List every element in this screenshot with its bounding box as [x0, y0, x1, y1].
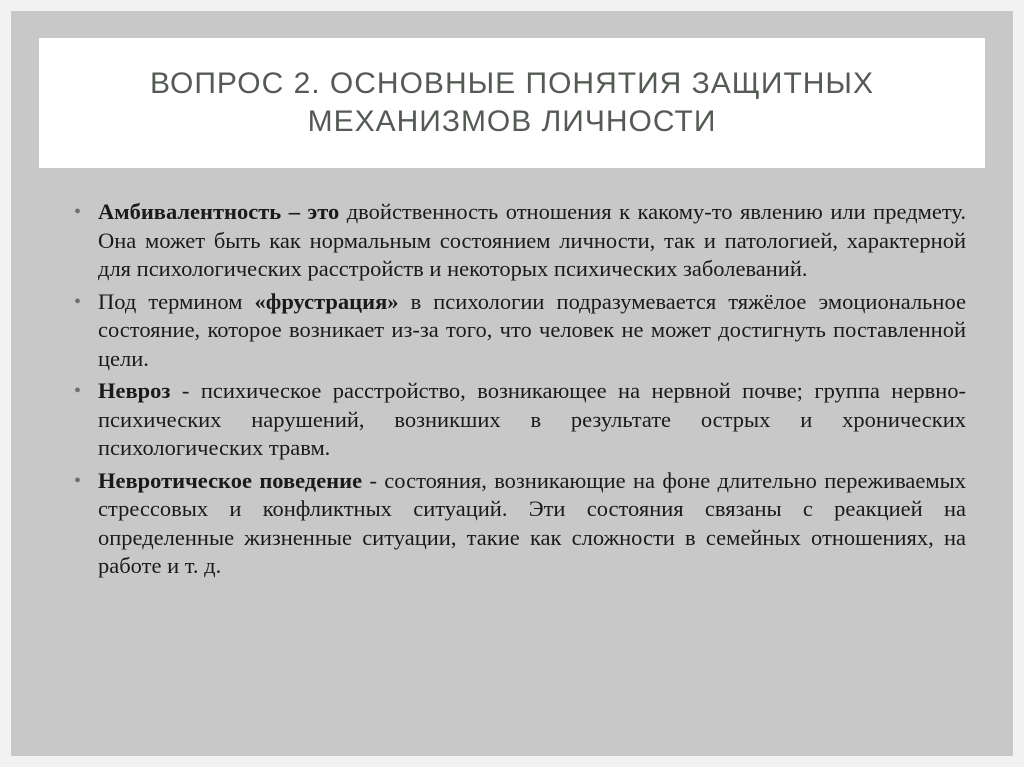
bullet-icon: • [74, 290, 82, 313]
bullet-icon: • [74, 380, 82, 402]
bullet-term: «фрустрация» [254, 288, 399, 314]
slide-title: ВОПРОС 2. ОСНОВНЫЕ ПОНЯТИЯ ЗАЩИТНЫХ МЕХАНИЗМОВ ЛИЧНОСТИ [149, 67, 875, 138]
slide-content [70, 198, 966, 585]
bullet-text: - психическое расстройство, возникающее на нервной почве; группа нервно-психических нарушений, возникших в результате острых и хронических психологических травм. [98, 378, 966, 460]
bullet-item-ambivalence [70, 198, 966, 284]
bullet-term: Невроз [98, 378, 171, 403]
bullet-item-frustration [70, 288, 966, 374]
bullet-prefix: Под термином [98, 288, 255, 314]
bullet-icon: • [74, 469, 82, 492]
bullet-text: в психологии подразумевается тяжёлое эмоциональное состояние, которое возникает из-за того, что человек не может достигнуть поставленной цели. [98, 288, 966, 371]
bullet-list [70, 198, 966, 581]
bullet-text: двойственность отношения к какому-то явлению или предмету. Она может быть как нормальным состоянием личности, так и патологией, характерной для психологических расстройств и некоторых психических заболеваний. [98, 199, 966, 281]
bullet-item-neurosis [70, 377, 966, 463]
bullet-icon: • [74, 201, 82, 223]
title-box [31, 30, 993, 176]
bullet-term: Невротическое поведение [98, 467, 363, 493]
bullet-text: - состояния, возникающие на фоне длительно переживаемых стрессовых и конфликтных ситуаций. Эти состояния связаны с реакцией на определенные жизненные ситуации, такие как сложности в семейных отношениях, на работе и т. д. [98, 467, 966, 578]
bullet-term: Амбивалентность – это [98, 199, 340, 224]
bullet-item-neurotic-behavior [70, 467, 966, 581]
